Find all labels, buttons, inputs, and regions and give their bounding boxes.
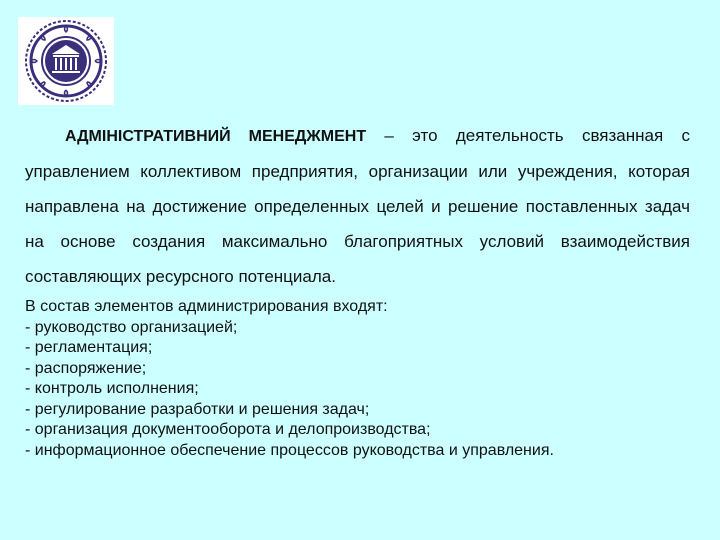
definition-text: – это деятельность связанная с управлением коллективом предприятия, организации или учреждения, которая направлена на достижение определенных целей и решение поставленных задач на основе создания максимально благоприятных условий взаимодействия составляющих ресурсного потенциала. — [25, 126, 691, 286]
list-item: - регламентация; — [25, 339, 153, 356]
definition-term: АДМІНІСТРАТИВНИЙ МЕНЕДЖМЕНТ — [65, 128, 367, 145]
university-seal-icon — [18, 17, 114, 105]
logo-container — [18, 17, 114, 105]
list-item: - организация документооборота и делопроизводства; — [25, 421, 431, 438]
list-item: - контроль исполнения; — [25, 380, 199, 397]
list-item: - руководство организацией; — [25, 318, 238, 336]
elements-list — [25, 297, 690, 461]
list-item: - распоряжение; — [25, 359, 147, 377]
list-item: - регулирование разработки и решения задач; — [25, 400, 370, 418]
elements-heading: В состав элементов администрирования входят: — [25, 298, 388, 315]
definition-paragraph — [25, 118, 690, 294]
list-item: - информационное обеспечение процессов руководства и управления. — [25, 441, 554, 459]
